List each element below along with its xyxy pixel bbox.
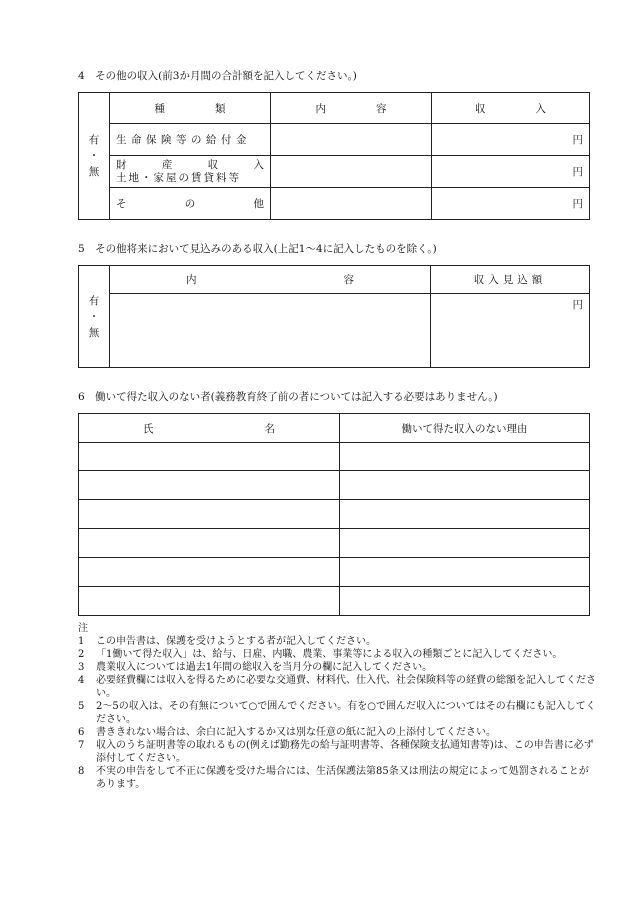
cell-reason[interactable] — [340, 471, 590, 500]
no-label: 無 — [88, 166, 100, 178]
cell-name[interactable] — [79, 471, 340, 500]
note-item: 2 「1働いて得た収入」は、給与、日雇、内職、農業、事業等による収入の種類ごとに記入してください。 — [78, 649, 563, 660]
no-label: 無 — [88, 326, 100, 339]
header-content: 内 容 — [110, 266, 431, 294]
cell-content-insurance[interactable] — [271, 124, 432, 156]
header-content: 内 容 — [271, 93, 432, 124]
property-income-label: 財 産 収 入 — [116, 158, 264, 171]
note-item: 3 農業収入については過去1年間の総収入を当月分の欄に記入してください。 — [78, 662, 433, 673]
note-item: 6 書ききれない場合は、余白に記入するか又は別な任意の紙に記入の上添付してください。 — [78, 727, 496, 738]
note-item: 4 必要経費欄には収入を得るために必要な交通費、材料代、仕入代、社会保険料等の経費の総額を記入してください。 — [78, 675, 596, 699]
section4-title: 4 その他の収入(前3か月間の合計額を記入してください。) — [78, 70, 357, 82]
cell-name[interactable] — [79, 558, 340, 587]
notes — [78, 622, 598, 791]
cell-income-property[interactable]: 円 — [432, 156, 590, 188]
note-item: 8 不実の申告をして不正に保護を受けた場合には、生活保護法第85条又は刑法の規定によって処罰されることがあります。 — [78, 766, 589, 790]
cell-future-content[interactable] — [110, 294, 431, 368]
section6-title: 6 働いて得た収入のない者(義務教育終了前の者については記入する必要はありません。) — [78, 391, 498, 403]
note-item: 5 2〜5の収入は、その有無について○で囲んでください。有を○で囲んだ収入についてはその右欄にも記入してください。 — [78, 701, 596, 725]
cell-reason[interactable] — [340, 443, 590, 471]
section6-table — [78, 413, 590, 616]
section5-table — [78, 265, 590, 368]
section4-table — [78, 92, 590, 220]
cell-name[interactable] — [79, 529, 340, 558]
yes-label: 有 — [88, 294, 100, 307]
row-label-other: そ の 他 — [110, 188, 271, 220]
header-reason: 働いて得た収入のない理由 — [340, 414, 590, 443]
notes-heading: 注 — [78, 623, 88, 634]
cell-name[interactable] — [79, 443, 340, 471]
note-item: 1 この申告書は、保護を受けようとする者が記入してください。 — [78, 636, 376, 647]
cell-name[interactable] — [79, 587, 340, 616]
cell-reason[interactable] — [340, 558, 590, 587]
header-expected-income: 収入見込額 — [431, 266, 590, 294]
cell-income-other[interactable]: 円 — [432, 188, 590, 220]
cell-reason[interactable] — [340, 500, 590, 529]
section4-yes-no[interactable] — [79, 93, 110, 220]
cell-expected-amount[interactable]: 円 — [431, 294, 590, 368]
cell-content-other[interactable] — [271, 188, 432, 220]
section5-title: 5 その他将来において見込みのある収入(上記1〜4に記入したものを除く。) — [78, 243, 437, 255]
dot-separator: ・ — [88, 310, 100, 323]
row-label-insurance: 生命保険等の給付金 — [110, 124, 271, 156]
cell-income-insurance[interactable]: 円 — [432, 124, 590, 156]
cell-name[interactable] — [79, 500, 340, 529]
cell-content-property[interactable] — [271, 156, 432, 188]
header-name: 氏 名 — [79, 414, 340, 443]
header-kind: 種 類 — [110, 93, 271, 124]
row-label-property: 財 産 収 入 土地・家屋の賃貸料等 — [110, 156, 271, 188]
cell-reason[interactable] — [340, 587, 590, 616]
note-item: 7 収入のうち証明書等の取れるもの(例えば勤務先の給与証明書等、各種保険支払通知書等)は、この申告書に必ず添付してください。 — [78, 740, 594, 764]
yes-label: 有 — [88, 134, 100, 146]
section5-yes-no[interactable] — [79, 266, 110, 368]
dot-separator: ・ — [88, 150, 100, 162]
cell-reason[interactable] — [340, 529, 590, 558]
header-income: 収 入 — [432, 93, 590, 124]
